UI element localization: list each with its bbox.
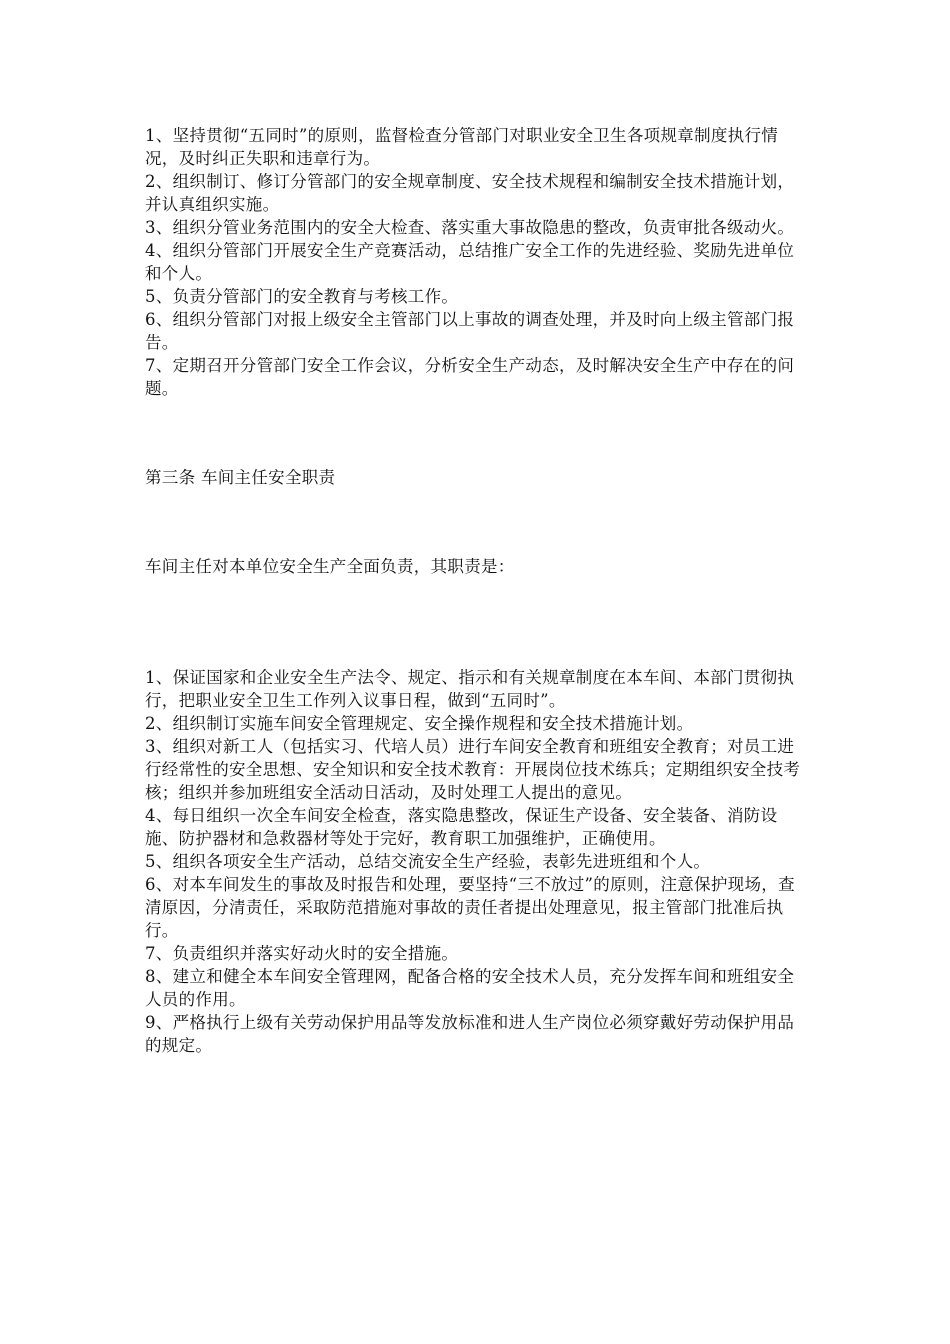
list-item: 6、对本车间发生的事故及时报告和处理，要坚持“三不放过”的原则，注意保护现场，查清原因，分清责任，采取防范措施对事故的责任者提出处理意见，报主管部门批准后执行。 (145, 875, 795, 940)
list-item: 7、定期召开分管部门安全工作会议，分析安全生产动态，及时解决安全生产中存在的问题。 (145, 356, 795, 398)
list-item: 5、负责分管部门的安全教育与考核工作。 (145, 287, 459, 306)
list-item: 7、负责组织并落实好动火时的安全措施。 (145, 944, 459, 963)
list-item: 2、组织制订、修订分管部门的安全规章制度、安全技术规程和编制安全技术措施计划，并认真组织实施。 (145, 172, 795, 214)
section-heading: 第三条 车间主任安全职责 (145, 468, 336, 487)
list-item: 4、每日组织一次全车间安全检查，落实隐患整改，保证生产设备、安全装备、消防设施、防护器材和急救器材等处于完好，教育职工加强维护，正确使用。 (145, 806, 778, 848)
duty-list-supervisor (145, 124, 810, 400)
list-item: 1、保证国家和企业安全生产法令、规定、指示和有关规章制度在本车间、本部门贯彻执行，把职业安全卫生工作列入议事日程，做到“五同时”。 (145, 668, 795, 710)
list-item: 8、建立和健全本车间安全管理网，配备合格的安全技术人员，充分发挥车间和班组安全人员的作用。 (145, 967, 795, 1009)
list-item: 3、组织对新工人（包括实习、代培人员）进行车间安全教育和班组安全教育；对员工进行经常性的安全思想、安全知识和安全技术教育：开展岗位技术练兵；定期组织安全技考核；组织并参加班组安全活动日活动，及时处理工人提出的意见。 (145, 737, 801, 802)
duty-list-workshop-director (145, 666, 810, 1057)
list-item: 1、坚持贯彻“五同时”的原则，监督检查分管部门对职业安全卫生各项规章制度执行情况，及时纠正失职和违章行为。 (145, 126, 779, 168)
document-page (145, 124, 810, 1057)
list-item: 5、组织各项安全生产活动，总结交流安全生产经验，表彰先进班组和个人。 (145, 852, 711, 871)
section-intro: 车间主任对本单位安全生产全面负责，其职责是： (145, 557, 515, 576)
list-item: 4、组织分管部门开展安全生产竞赛活动，总结推广安全工作的先进经验、奖励先进单位和个人。 (145, 241, 795, 283)
list-item: 3、组织分管业务范围内的安全大检查、落实重大事故隐患的整改，负责审批各级动火。 (145, 218, 795, 237)
list-item: 2、组织制订实施车间安全管理规定、安全操作规程和安全技术措施计划。 (145, 714, 694, 733)
list-item: 9、严格执行上级有关劳动保护用品等发放标准和进人生产岗位必须穿戴好劳动保护用品的规定。 (145, 1013, 795, 1055)
list-item: 6、组织分管部门对报上级安全主管部门以上事故的调查处理，并及时向上级主管部门报告。 (145, 310, 795, 352)
